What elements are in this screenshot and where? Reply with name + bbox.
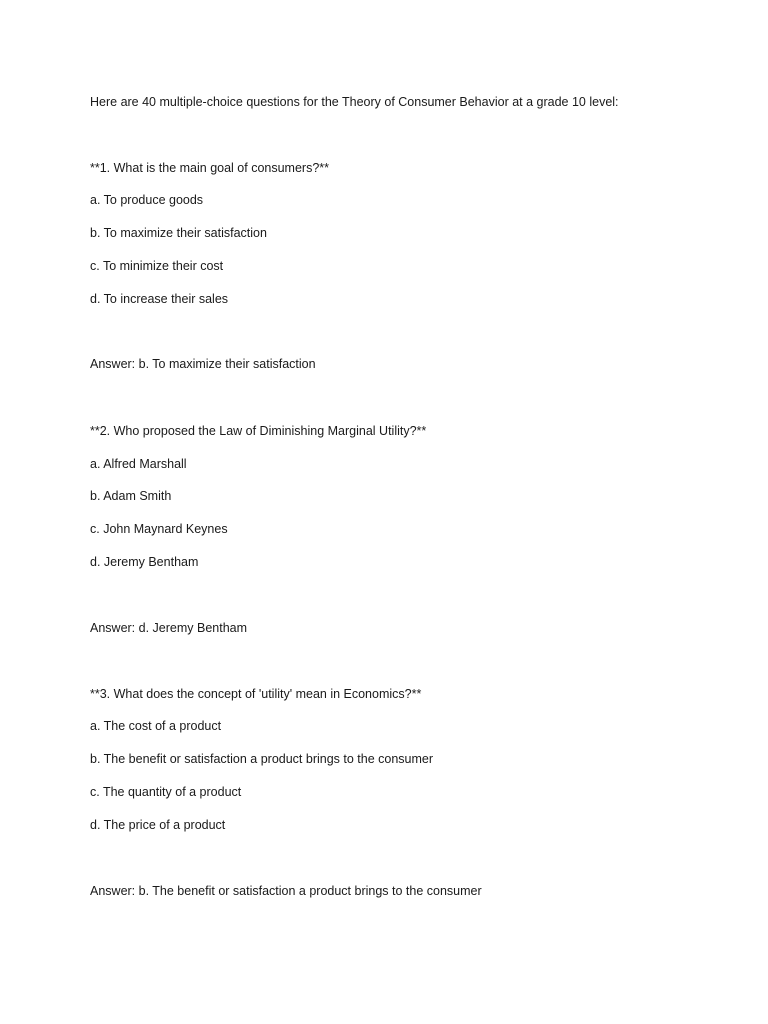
question-3-option-d: d. The price of a product	[90, 818, 226, 832]
question-2-option-b: b. Adam Smith	[90, 489, 172, 503]
question-3-answer: Answer: b. The benefit or satisfaction a product brings to the consumer	[90, 884, 482, 898]
question-2-text: **2. Who proposed the Law of Diminishing Marginal Utility?**	[90, 424, 427, 438]
question-1-answer: Answer: b. To maximize their satisfaction	[90, 357, 316, 371]
question-1-option-b: b. To maximize their satisfaction	[90, 226, 267, 240]
question-2-answer: Answer: d. Jeremy Bentham	[90, 621, 248, 635]
question-1-text: **1. What is the main goal of consumers?**	[90, 161, 330, 175]
question-2-option-d: d. Jeremy Bentham	[90, 555, 199, 569]
question-2-option-a: a. Alfred Marshall	[90, 457, 187, 471]
question-1-option-d: d. To increase their sales	[90, 292, 229, 306]
question-3-option-b: b. The benefit or satisfaction a product brings to the consumer	[90, 752, 434, 766]
question-1-option-a: a. To produce goods	[90, 193, 204, 207]
question-3-option-c: c. The quantity of a product	[90, 785, 242, 799]
question-2-option-c: c. John Maynard Keynes	[90, 522, 228, 536]
question-3-option-a: a. The cost of a product	[90, 719, 222, 733]
question-3-text: **3. What does the concept of 'utility' mean in Economics?**	[90, 687, 422, 701]
intro-text: Here are 40 multiple-choice questions for the Theory of Consumer Behavior at a grade 10 level:	[90, 95, 619, 109]
question-1-option-c: c. To minimize their cost	[90, 259, 224, 273]
